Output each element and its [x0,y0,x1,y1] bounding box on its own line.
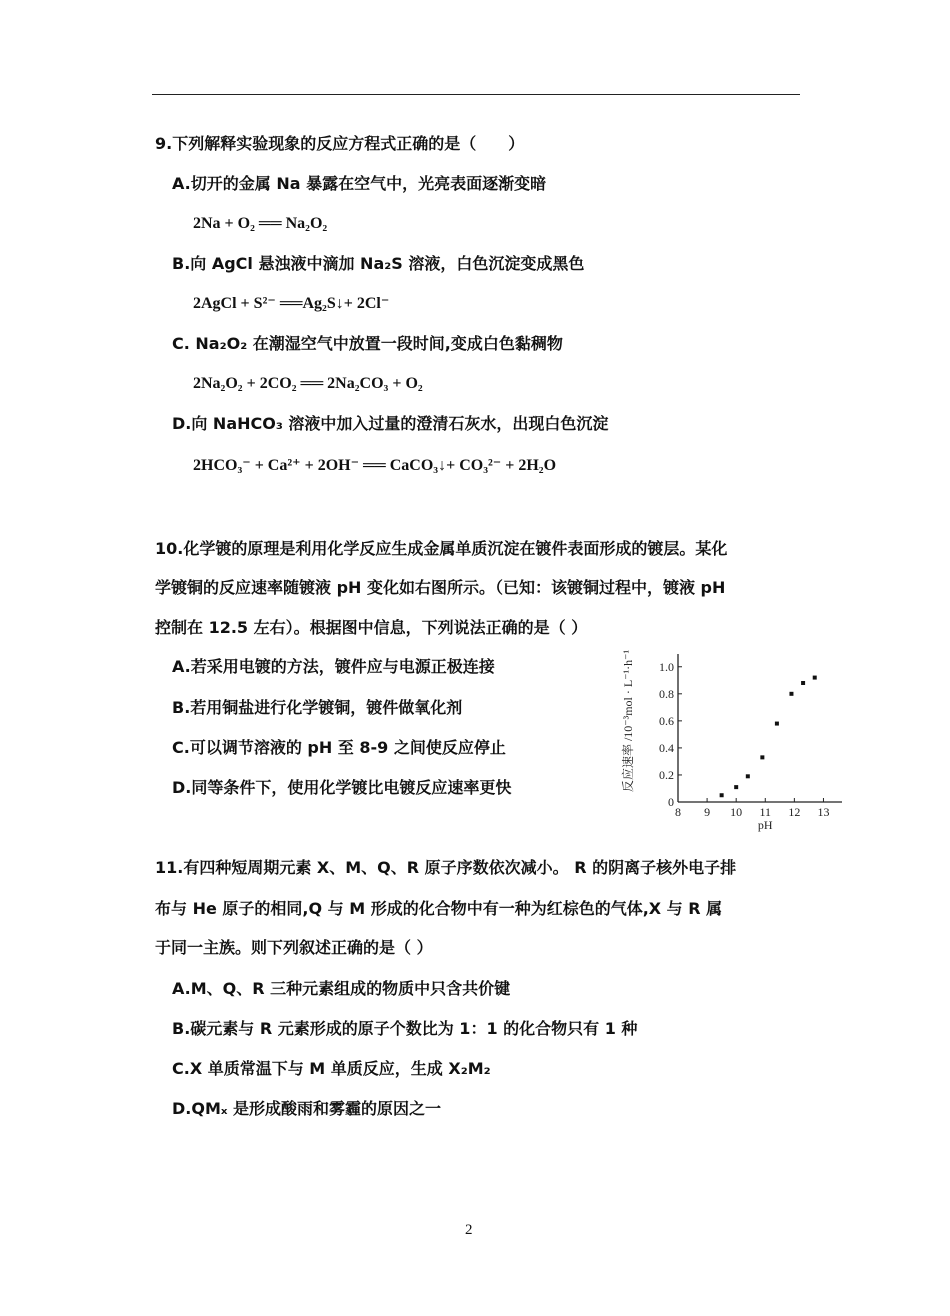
data-point [801,681,805,685]
rate-vs-ph-chart [612,644,862,840]
q11-line-2: 布与 He 原子的相同,Q 与 M 形成的化合物中有一种为红棕色的气体,X 与 R 属 [155,899,723,918]
x-tick-label: 11 [759,805,772,819]
data-point [775,722,779,726]
x-tick-label: 10 [730,805,743,819]
data-point [720,793,724,797]
q10-option-c: C.可以调节溶液的 pH 至 8-9 之间使反应停止 [172,738,506,757]
data-point [734,785,738,789]
q9-option-c: C. Na₂O₂ 在潮湿空气中放置一段时间,变成白色黏稠物 [172,334,563,353]
q9-option-a: A.切开的金属 Na 暴露在空气中，光亮表面逐渐变暗 [172,174,547,193]
q11-line-3: 于同一主族。则下列叙述正确的是（ ） [155,938,433,957]
data-point [813,676,817,680]
q9-equation-c: 2Na₂O₂ + 2CO₂ ══ 2Na₂CO₃ + O₂ [193,375,423,392]
page-number: 2 [465,1222,473,1238]
y-tick-label: 1.0 [659,659,674,674]
q11-option-b: B.碳元素与 R 元素形成的原子个数比为 1：1 的化合物只有 1 种 [172,1019,638,1038]
y-tick-label: 0.8 [659,686,674,701]
data-point [789,692,793,696]
y-axis-label: 反应速率 /10⁻³mol · L⁻¹·h⁻¹ [621,649,635,793]
y-tick-label: 0.2 [659,767,674,782]
x-tick-label: 9 [704,805,711,819]
y-tick-label: 0.6 [659,713,674,728]
x-axis-label: pH [757,818,773,832]
q11-option-d: D.QMₓ 是形成酸雨和雾霾的原因之一 [172,1099,442,1118]
q11-line-1: 11.有四种短周期元素 X、M、Q、R 原子序数依次减小。 R 的阴离子核外电子排 [155,858,737,877]
q10-option-d: D.同等条件下，使用化学镀比电镀反应速率更快 [172,778,512,797]
q9-equation-b: 2AgCl + S²⁻ ══Ag₂S↓+ 2Cl⁻ [193,295,390,312]
header-rule [152,94,800,95]
x-tick-label: 13 [817,805,830,819]
q10-line-2: 学镀铜的反应速率随镀液 pH 变化如右图所示。（已知：该镀铜过程中，镀液 pH [155,578,726,597]
q9-equation-d: 2HCO₃⁻ + Ca²⁺ + 2OH⁻ ══ CaCO₃↓+ CO₃²⁻ + 2H₂O [193,457,557,474]
data-point [760,755,764,759]
x-tick-label: 12 [788,805,801,819]
q11-option-c: C.X 单质常温下与 M 单质反应，生成 X₂M₂ [172,1059,491,1078]
q9-option-d: D.向 NaHCO₃ 溶液中加入过量的澄清石灰水，出现白色沉淀 [172,414,609,433]
q10-option-b: B.若用铜盐进行化学镀铜，镀件做氧化剂 [172,698,463,717]
q9-stem: 9.下列解释实验现象的反应方程式正确的是（ ） [155,134,525,153]
y-tick-label: 0 [668,795,674,809]
q10-option-a: A.若采用电镀的方法，镀件应与电源正极连接 [172,657,495,676]
x-tick-label: 8 [675,805,681,819]
q10-line-3: 控制在 12.5 左右）。根据图中信息，下列说法正确的是（ ） [155,618,588,637]
data-point [746,774,750,778]
q10-line-1: 10.化学镀的原理是利用化学反应生成金属单质沉淀在镀件表面形成的镀层。某化 [155,539,728,558]
q9-equation-a: 2Na + O₂ ══ Na₂O₂ [193,215,328,232]
y-tick-label: 0.4 [659,740,674,755]
q9-option-b: B.向 AgCl 悬浊液中滴加 Na₂S 溶液，白色沉淀变成黑色 [172,254,585,273]
q11-option-a: A.M、Q、R 三种元素组成的物质中只含共价键 [172,979,511,998]
